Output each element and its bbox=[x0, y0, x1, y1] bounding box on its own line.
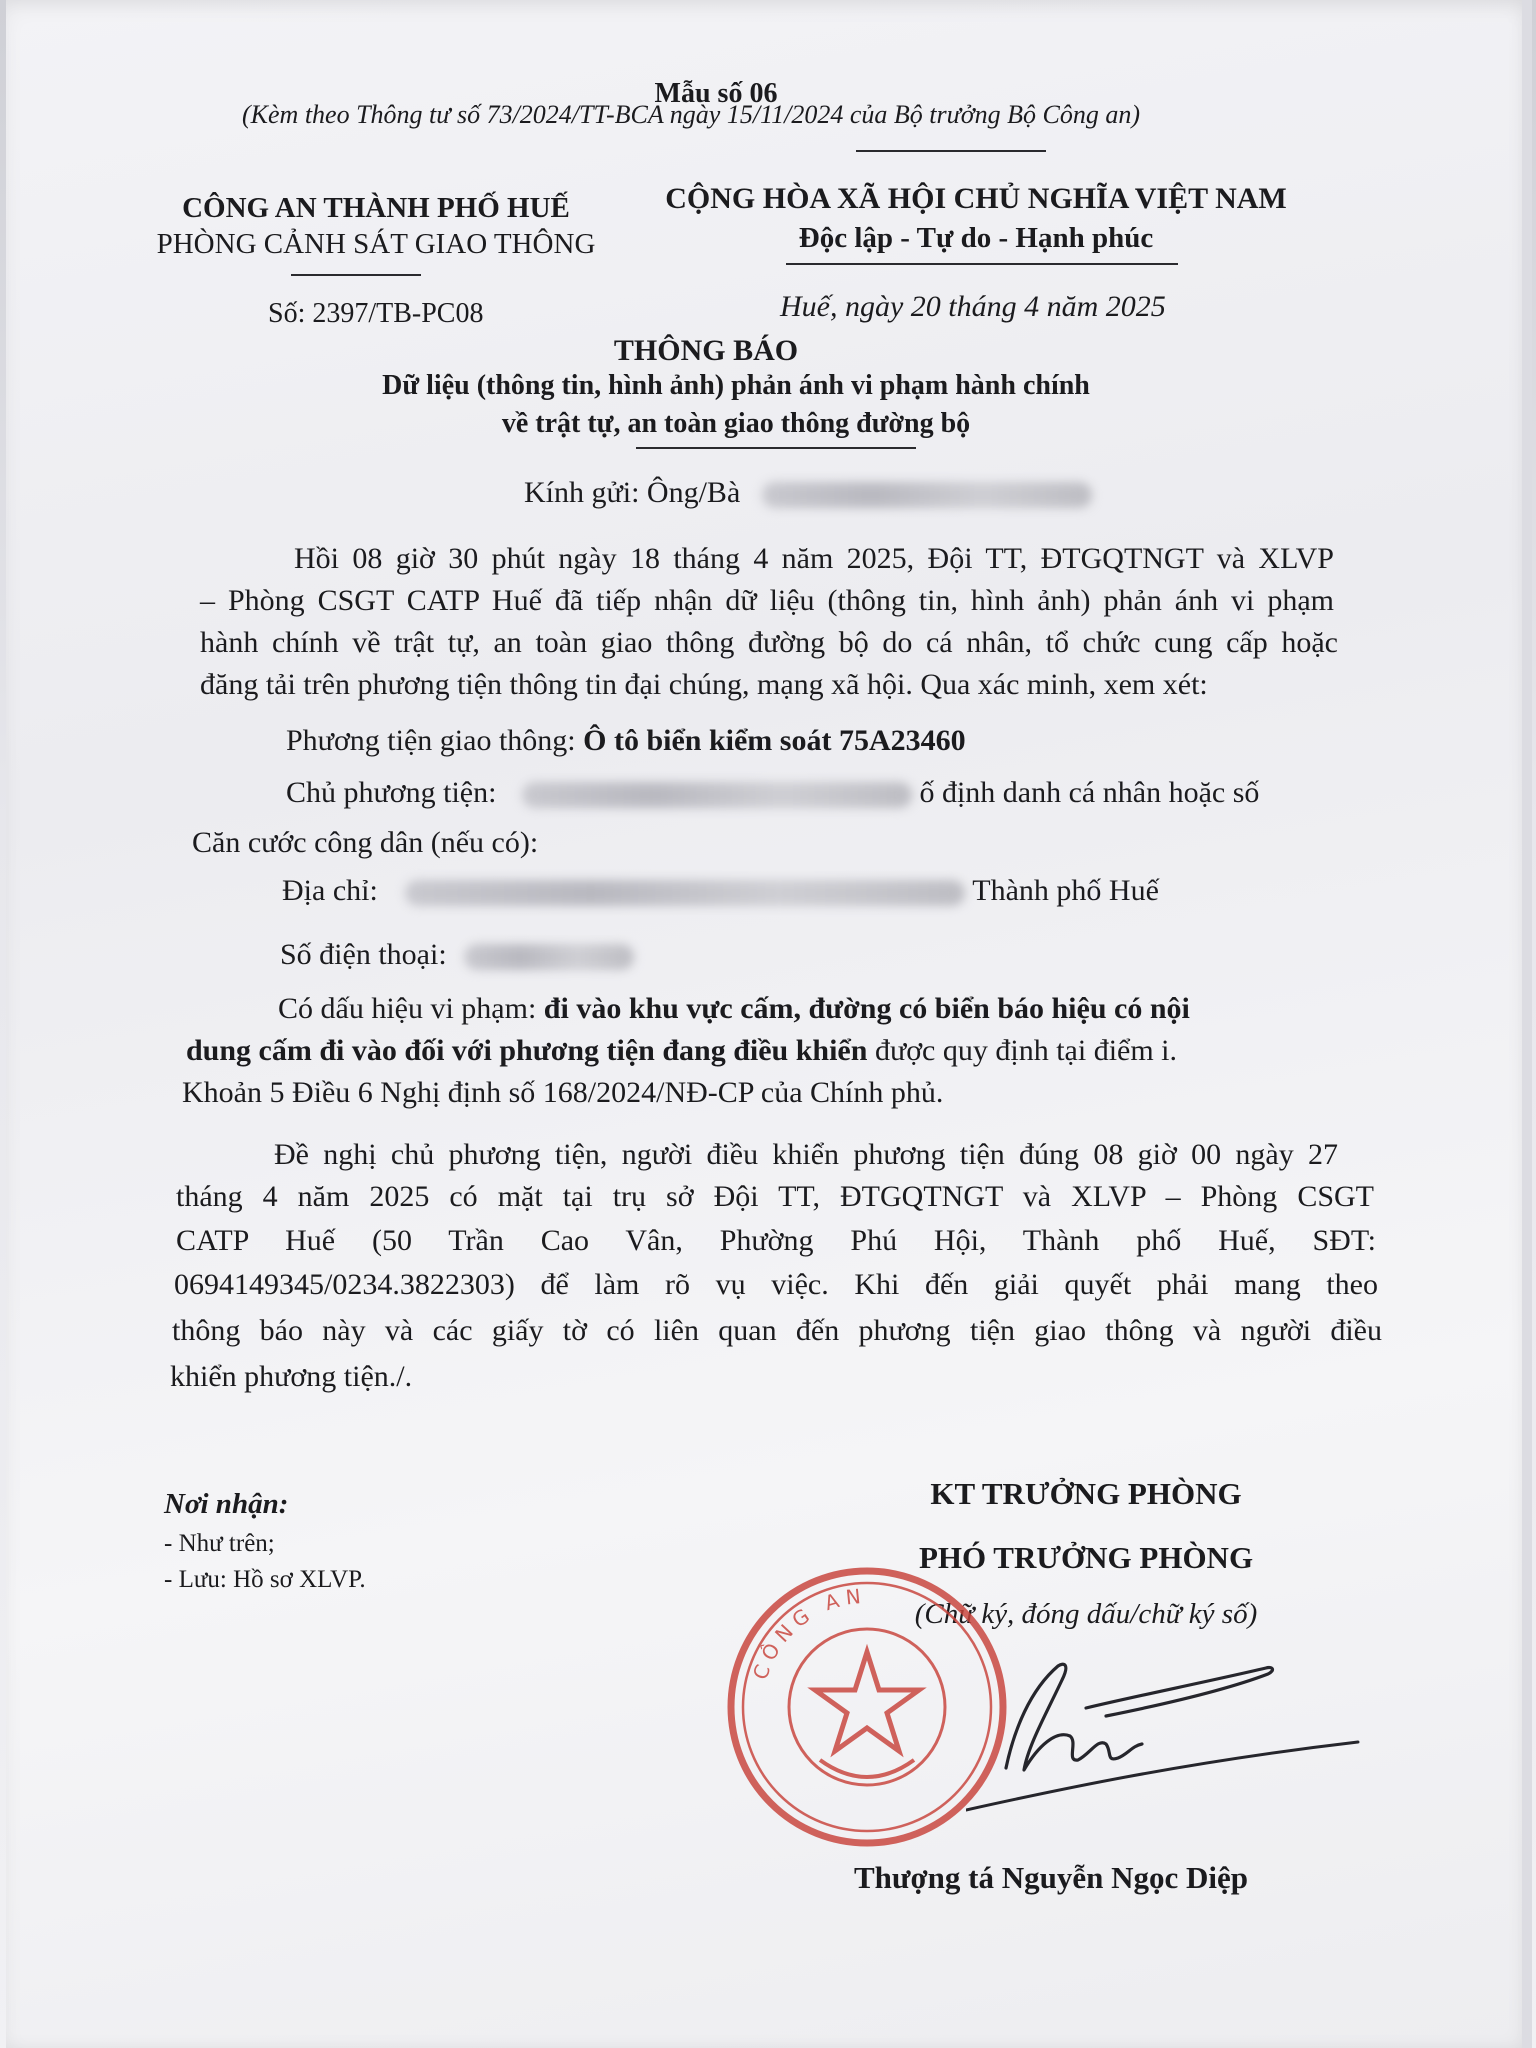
handwritten-signature-icon bbox=[966, 1650, 1366, 1820]
recipient-item-1: - Như trên; bbox=[164, 1530, 275, 1557]
violation-line-1 bbox=[278, 988, 1358, 1029]
form-underline bbox=[856, 150, 1046, 152]
redacted-recipient bbox=[762, 482, 1092, 508]
recipient-item-2: - Lưu: Hồ sơ XLVP. bbox=[164, 1566, 366, 1593]
document-subtitle-1: Dữ liệu (thông tin, hình ảnh) phản ánh vi phạm hành chính bbox=[382, 370, 1090, 401]
signature-note: (Chữ ký, đóng dấu/chữ ký số) bbox=[914, 1598, 1258, 1630]
seal-text: CÔNG AN bbox=[747, 1583, 868, 1683]
document-number: Số: 2397/TB-PC08 bbox=[268, 298, 484, 329]
address-label: Địa chỉ: bbox=[282, 874, 378, 907]
request-line-6: khiển phương tiện./. bbox=[170, 1360, 413, 1393]
page-edge bbox=[1522, 0, 1532, 2048]
address-row bbox=[282, 870, 1159, 911]
violation-rest: được quy định tại điểm i. bbox=[867, 1034, 1178, 1067]
intro-line-3: hành chính về trật tự, an toàn giao thông đường bộ do cá nhân, tổ chức cung cấp hoặc bbox=[200, 626, 1338, 659]
vehicle-value: Ô tô biển kiểm soát 75A23460 bbox=[583, 724, 966, 757]
owner-suffix: ố định danh cá nhân hoặc số bbox=[919, 776, 1260, 809]
request-line-1: Đề nghị chủ phương tiện, người điều khiển phương tiện đúng 08 giờ 00 ngày 27 bbox=[274, 1138, 1338, 1171]
intro-line-2: – Phòng CSGT CATP Huế đã tiếp nhận dữ liệu (thông tin, hình ảnh) phản ánh vi phạm bbox=[200, 584, 1334, 617]
agency-department: PHÒNG CẢNH SÁT GIAO THÔNG bbox=[156, 228, 596, 260]
form-note: (Kèm theo Thông tư số 73/2024/TT-BCA ngày 15/11/2024 của Bộ trưởng Bộ Công an) bbox=[242, 100, 1141, 129]
request-line-3: CATP Huế (50 Trần Cao Vân, Phường Phú Hội, Thành phố Huế, SĐT: bbox=[176, 1224, 1376, 1257]
violation-desc-2: dung cấm đi vào đối với phương tiện đang điều khiển bbox=[186, 1034, 868, 1067]
signer-name: Thượng tá Nguyễn Ngọc Diệp bbox=[854, 1860, 1249, 1895]
redacted-address bbox=[405, 880, 965, 906]
request-line-2: tháng 4 năm 2025 có mặt tại trụ sở Đội TT, ĐTGQTNGT và XLVP – Phòng CSGT bbox=[176, 1180, 1374, 1213]
recipients-title: Nơi nhận: bbox=[164, 1488, 289, 1520]
document-title: THÔNG BÁO bbox=[613, 334, 799, 367]
agency-underline bbox=[291, 274, 421, 276]
request-line-5: thông báo này và các giấy tờ có liên quan đến phương tiện giao thông và người điều bbox=[172, 1314, 1382, 1347]
greeting bbox=[524, 476, 1092, 510]
redacted-phone bbox=[464, 944, 634, 970]
id-label: Căn cước công dân (nếu có): bbox=[192, 826, 539, 859]
document-page bbox=[6, 0, 1532, 2048]
violation-desc-1: đi vào khu vực cấm, đường có biển báo hiệu có nội bbox=[543, 992, 1190, 1025]
vehicle-label: Phương tiện giao thông: bbox=[286, 724, 584, 757]
form-number: Mẫu số 06 bbox=[654, 78, 778, 109]
redacted-owner bbox=[522, 782, 912, 808]
phone-label: Số điện thoại: bbox=[280, 938, 447, 971]
signer-role-2: PHÓ TRƯỞNG PHÒNG bbox=[918, 1540, 1254, 1575]
vehicle-row bbox=[286, 720, 966, 761]
violation-line-3: Khoản 5 Điều 6 Nghị định số 168/2024/NĐ-CP của Chính phủ. bbox=[182, 1076, 944, 1109]
violation-label: Có dấu hiệu vi phạm: bbox=[278, 992, 544, 1025]
title-underline bbox=[636, 447, 916, 449]
phone-row bbox=[280, 934, 634, 975]
nation-motto: Độc lập - Tự do - Hạnh phúc bbox=[798, 222, 1154, 254]
intro-line-4: đăng tải trên phương tiện thông tin đại chúng, mạng xã hội. Qua xác minh, xem xét: bbox=[200, 668, 1208, 701]
nation-name: CỘNG HÒA XÃ HỘI CHỦ NGHĨA VIỆT NAM bbox=[665, 182, 1287, 215]
address-suffix: Thành phố Huế bbox=[972, 874, 1159, 907]
signer-role-1: KT TRƯỞNG PHÒNG bbox=[930, 1476, 1242, 1511]
agency-name: CÔNG AN THÀNH PHỐ HUẾ bbox=[182, 192, 570, 224]
intro-line-1: Hồi 08 giờ 30 phút ngày 18 tháng 4 năm 2025, Đội TT, ĐTGQTNGT và XLVP bbox=[294, 542, 1334, 575]
motto-underline bbox=[786, 263, 1178, 265]
greeting-label: Kính gửi: Ông/Bà bbox=[524, 476, 741, 509]
violation-line-2 bbox=[186, 1030, 1177, 1071]
document-subtitle-2: về trật tự, an toàn giao thông đường bộ bbox=[501, 408, 971, 439]
owner-row bbox=[286, 772, 1259, 813]
owner-label: Chủ phương tiện: bbox=[286, 776, 497, 809]
request-line-4: 0694149345/0234.3822303) để làm rõ vụ việc. Khi đến giải quyết phải mang theo bbox=[174, 1268, 1378, 1301]
place-date: Huế, ngày 20 tháng 4 năm 2025 bbox=[780, 290, 1166, 323]
